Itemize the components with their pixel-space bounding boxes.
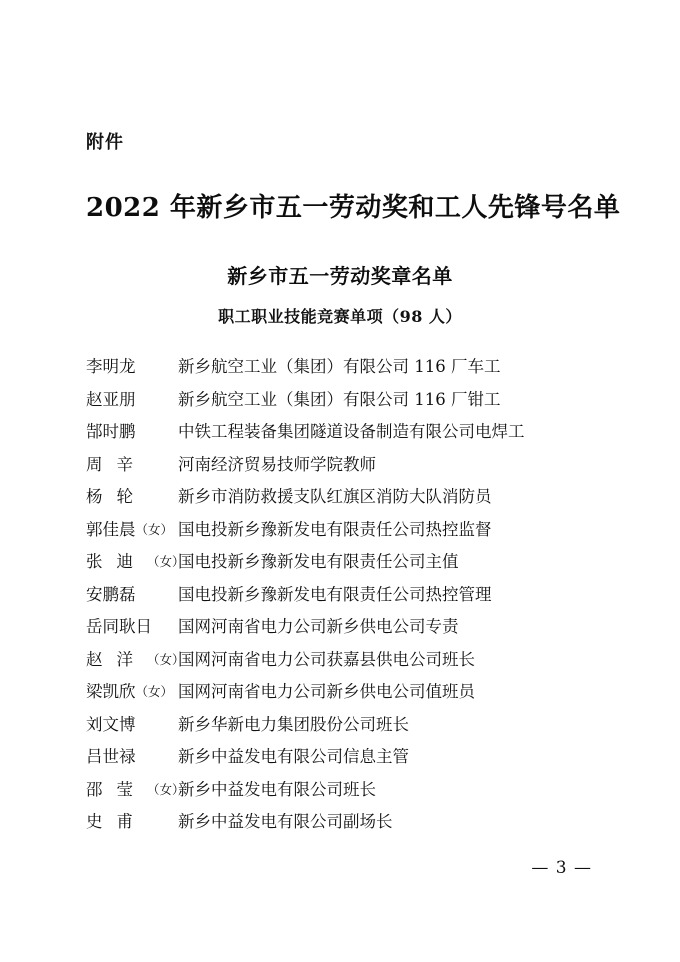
subsection-title: 职工职业技能竞赛单项（98 人） (218, 307, 462, 326)
entry-organization: 新乡航空工业（集团）有限公司 116 厂钳工 (178, 389, 501, 409)
entry-organization: 国网河南省电力公司新乡供电公司专责 (178, 617, 459, 636)
entry-organization: 新乡航空工业（集团）有限公司 116 厂车工 (178, 357, 501, 376)
entry-name-text: 吕世禄 (86, 747, 136, 766)
entry-name (86, 386, 178, 410)
entry-organization: 河南经济贸易技师学院教师 (178, 454, 376, 474)
list-item (86, 743, 594, 776)
entry-list (86, 353, 594, 841)
entry-name (86, 743, 178, 767)
entry-name-text: 周辛 (86, 454, 147, 474)
list-item (86, 451, 594, 484)
entry-organization: 国电投新乡豫新发电有限责任公司热控监督 (178, 519, 492, 539)
entry-name-text: 赵亚朋 (86, 389, 136, 409)
entry-gender: （女） (147, 651, 185, 667)
entry-organization: 新乡中益发电有限公司班长 (178, 779, 376, 799)
entry-organization: 中铁工程装备集团隧道设备制造有限公司电焊工 (178, 422, 525, 441)
entry-name-text: 张迪 (86, 552, 147, 571)
entry-organization: 国网河南省电力公司获嘉县供电公司班长 (178, 649, 475, 669)
entry-organization: 新乡市消防救援支队红旗区消防大队消防员 (178, 487, 492, 506)
list-item (86, 678, 594, 711)
entry-name-text: 刘文博 (86, 714, 136, 734)
entry-name (86, 353, 178, 377)
entry-name (86, 483, 178, 507)
entry-name (86, 581, 178, 605)
entry-name (86, 711, 178, 735)
page-title: 2022 年新乡市五一劳动奖和工人先锋号名单 (86, 193, 621, 223)
entry-name (86, 418, 178, 442)
list-item (86, 353, 594, 386)
list-item (86, 548, 594, 581)
entry-name-text: 安鹏磊 (86, 584, 136, 604)
entry-name-text: 邵莹 (86, 779, 147, 799)
entry-gender: （女） (147, 554, 185, 569)
entry-name-text: 郜时鹏 (86, 422, 136, 441)
entry-name-text: 杨轮 (86, 487, 147, 506)
entry-gender: （女） (135, 521, 174, 537)
list-item (86, 483, 594, 516)
list-item (86, 418, 594, 451)
entry-name (86, 613, 178, 637)
entry-organization: 国网河南省电力公司新乡供电公司值班员 (178, 682, 475, 701)
entry-name-text: 郭佳晨 (86, 519, 136, 539)
entry-organization: 国电投新乡豫新发电有限责任公司主值 (178, 552, 459, 571)
entry-name (86, 808, 178, 832)
entry-name (86, 548, 185, 572)
section-title: 新乡市五一劳动奖章名单 (227, 264, 453, 288)
entry-organization: 国电投新乡豫新发电有限责任公司热控管理 (178, 584, 492, 604)
page-number: — 3 — (531, 858, 592, 878)
list-item (86, 613, 594, 646)
entry-name-text: 梁凯欣 (86, 682, 136, 701)
list-item (86, 581, 594, 614)
entry-gender: （女） (147, 781, 185, 797)
entry-name (86, 451, 178, 475)
list-item (86, 808, 594, 841)
entry-organization: 新乡中益发电有限公司副场长 (178, 812, 393, 831)
entry-name (86, 646, 185, 670)
list-item (86, 516, 594, 549)
list-item (86, 776, 594, 809)
entry-name-text: 史甫 (86, 812, 147, 831)
entry-name (86, 516, 178, 540)
entry-gender: （女） (135, 684, 174, 699)
list-item (86, 646, 594, 679)
list-item (86, 386, 594, 419)
entry-organization: 新乡华新电力集团股份公司班长 (178, 714, 409, 734)
entry-name-text: 李明龙 (86, 357, 136, 376)
entry-name-text: 岳同耿日 (86, 617, 152, 636)
entry-name (86, 776, 185, 800)
entry-name (86, 678, 178, 702)
attachment-label: 附件 (86, 132, 124, 153)
list-item (86, 711, 594, 744)
entry-organization: 新乡中益发电有限公司信息主管 (178, 747, 409, 766)
entry-name-text: 赵洋 (86, 649, 147, 669)
